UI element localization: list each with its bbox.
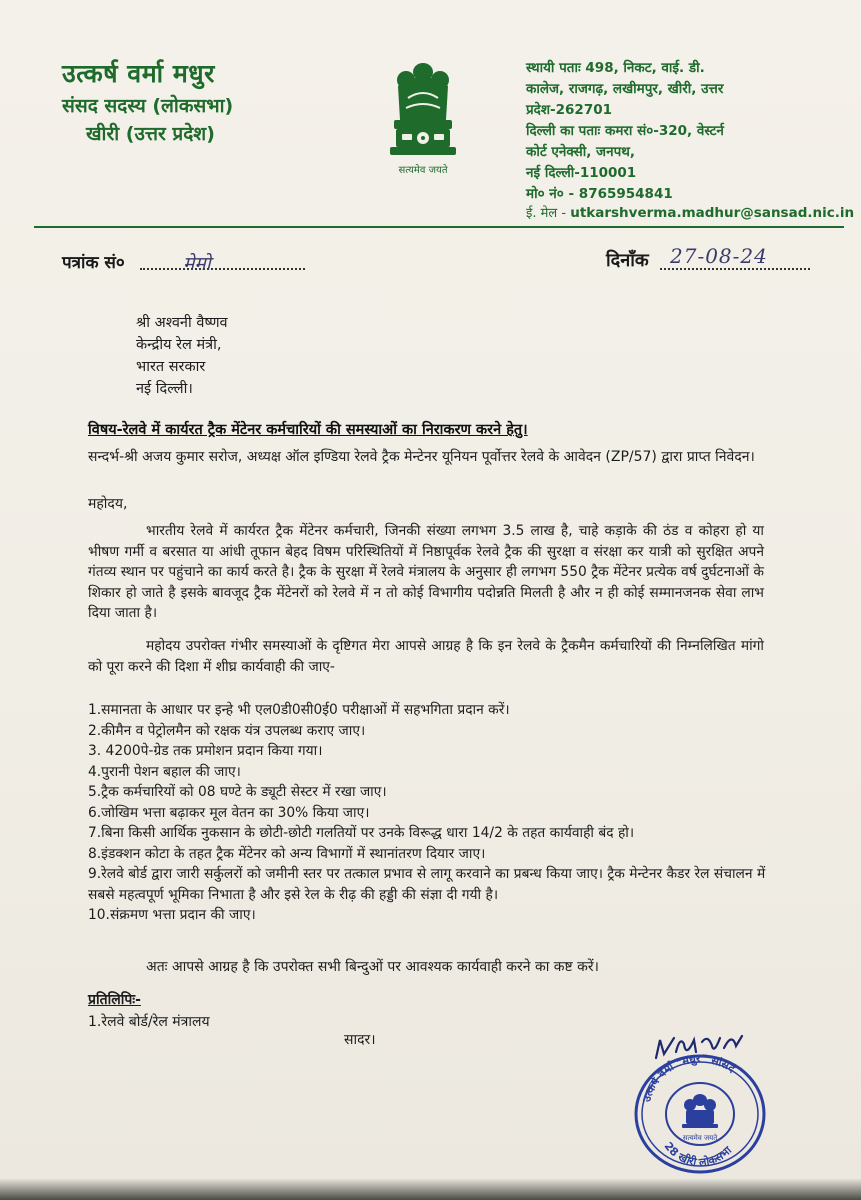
reference-number-label: पत्रांक सं०	[62, 253, 125, 273]
mp-post: संसद सदस्य (लोकसभा)	[62, 95, 234, 117]
reference-dotted-line	[140, 268, 305, 270]
email-line	[526, 203, 854, 221]
svg-text:उत्कर्ष वर्मा "मधुर" सांसद	[640, 1052, 739, 1104]
address-line: स्थायी पताः 498, निकट, वाई. डी.	[526, 60, 705, 76]
demand-item: 8.इंडक्शन कोटा के तहत ट्रैक मेंटेनर को अन्य विभागों में स्थानांतरण दियार जाए।	[88, 845, 486, 862]
subject-line: विषय-रेलवे में कार्यरत ट्रैक मेंटेनर कर्मचारियों की समस्याओं का निराकरण करने हेतु।	[88, 422, 528, 438]
official-seal-icon	[632, 1052, 768, 1176]
seal-bottom-text: 28 खीरी लोकसभा	[661, 1139, 735, 1170]
national-emblem-icon	[384, 58, 462, 176]
body-paragraph: भारतीय रेलवे में कार्यरत ट्रैक मेंटेनर कर्मचारी, जिनकी संख्या लगभग 3.5 लाख है, चाहे कड़ाके की ठंड व कोहरा हो या भीषण गर्मी व बरसात या आंधी तूफान बेहद विषम परिस्थितियों में निष्ठापूर्वक रेलवे ट्रैक की सुरक्षा व संरक्षा कर यात्री को सुरक्षित अपने गंतव्य स्थान पर पहुंचाने का कार्य करते है। ट्रैक के सुरक्षा में रेलवे मंत्रालय के अनुसार ही लगभग 550 ट्रैक मेंटेनर प्रत्येक वर्ष दुर्घटनाओं के शिकार हो जाते है इसके बावजूद ट्रैक मेंटेनरों को रेलवे में न तो कोई विभागीय पदोन्नति मिलती है और न ही कोई सम्मानजनक सेवा लाभ दिया जाता है।	[88, 523, 764, 621]
demand-item: 4.पुरानी पेशन बहाल की जाए।	[88, 763, 241, 780]
salutation: महोदय,	[88, 496, 128, 512]
seal-top-text: उत्कर्ष वर्मा "मधुर" सांसद	[640, 1052, 738, 1104]
copy-to-item: 1.रेलवे बोर्ड/रेल मंत्रालय	[88, 1014, 210, 1030]
email-address: utkarshverma.madhur@sansad.nic.in	[570, 205, 855, 221]
recipient-line: नई दिल्ली।	[136, 381, 193, 397]
copy-to-label: प्रतिलिपिः-	[88, 992, 141, 1008]
mp-name: उत्कर्ष वर्मा मधुर	[62, 59, 215, 88]
address-line: कोर्ट एनेक्सी, जनपथ,	[526, 144, 635, 160]
recipient-line: श्री अश्वनी वैष्णव	[136, 315, 228, 331]
recipient-line: भारत सरकार	[136, 359, 206, 375]
demand-item: 7.बिना किसी आर्थिक नुकसान के छोटी-छोटी गलतियों पर उनके विरूद्ध धारा 14/2 के तहत कार्यवाही बंद हो।	[88, 825, 635, 841]
reference-text: सन्दर्भ-श्री अजय कुमार सरोज, अध्यक्ष ऑल इण्डिया रेलवे ट्रैक मेन्टेनर यूनियन पूर्वोत्तर रेलवे के आवेदन (ZP/57) द्वारा प्राप्त निवेदन।	[88, 449, 755, 465]
demand-item: 6.जोखिम भत्ता बढ़ाकर मूल वेतन का 30% किया जाए।	[88, 804, 370, 821]
address-line: प्रदेश-262701	[526, 102, 612, 118]
page-bottom-shadow	[0, 1178, 861, 1200]
demand-item: 2.कीमैन व पेट्रोलमैन को रक्षक यंत्र उपलब्ध कराए जाए।	[88, 722, 366, 739]
recipient-block	[136, 312, 228, 400]
svg-text:सत्यमेव जयते: सत्यमेव जयते	[682, 1134, 718, 1142]
sadar-closing: सादर।	[344, 1032, 376, 1048]
address-line: कालेज, राजगढ़, लखीमपुर, खीरी, उत्तर	[526, 81, 724, 97]
demand-item: 5.ट्रैक कर्मचारियों को 08 घण्टे के ड्यूटी सेस्टर में रखा जाए।	[88, 784, 387, 800]
reference-handwritten: मेमो	[183, 253, 211, 275]
address-line: दिल्ली का पताः कमरा सं०-320, वेस्टर्न	[526, 123, 724, 139]
mp-constituency: खीरी (उत्तर प्रदेश)	[86, 123, 215, 145]
emblem-motto: सत्यमेव जयते	[398, 165, 448, 176]
letterhead-divider	[34, 226, 844, 228]
closing-request: अतः आपसे आग्रह है कि उपरोक्त सभी बिन्दुओं पर आवश्यक कार्यवाही करने का कष्ट करें।	[146, 959, 599, 975]
address-line: नई दिल्ली-110001	[526, 165, 637, 181]
recipient-line: केन्द्रीय रेल मंत्री,	[136, 337, 222, 353]
demand-item: 3. 4200पे-ग्रेड तक प्रमोशन प्रदान किया गया।	[88, 743, 323, 759]
date-dotted-line	[660, 268, 810, 270]
demands-list	[88, 700, 768, 926]
address-line: मो० नं० - 8765954841	[526, 186, 673, 202]
demand-item: 10.संक्रमण भत्ता प्रदान की जाए।	[88, 907, 256, 923]
email-label: ई. मेल -	[526, 206, 567, 221]
date-handwritten: 27-08-24	[670, 244, 768, 268]
body-paragraph: महोदय उपरोक्त गंभीर समस्याओं के दृष्टिगत मेरा आपसे आग्रह है कि इन रेलवे के ट्रैकमैन कर्मचारियों की निम्नलिखित मांगो को पूरा करने की दिशा में शीघ्र कार्यवाही की जाए-	[88, 638, 764, 675]
demand-item: 1.समानता के आधार पर इन्हे भी एल0डी0सी0ई0 परीक्षाओं में सहभगिता प्रदान करें।	[88, 702, 510, 718]
demand-item: 9.रेलवे बोर्ड द्वारा जारी सर्कुलरों को जमीनी स्तर पर तत्काल प्रभाव से लागू करवाने का प्रबन्ध किया जाए। ट्रैक मेन्टेनर कैडर रेल संचालन में सबसे महत्वपूर्ण भूमिका निभाता है और इसे रेल के रीढ़ की हड्डी की संज्ञा दी गयी है।	[88, 866, 766, 903]
address-block	[526, 58, 826, 205]
date-label: दिनाँक	[606, 250, 649, 271]
